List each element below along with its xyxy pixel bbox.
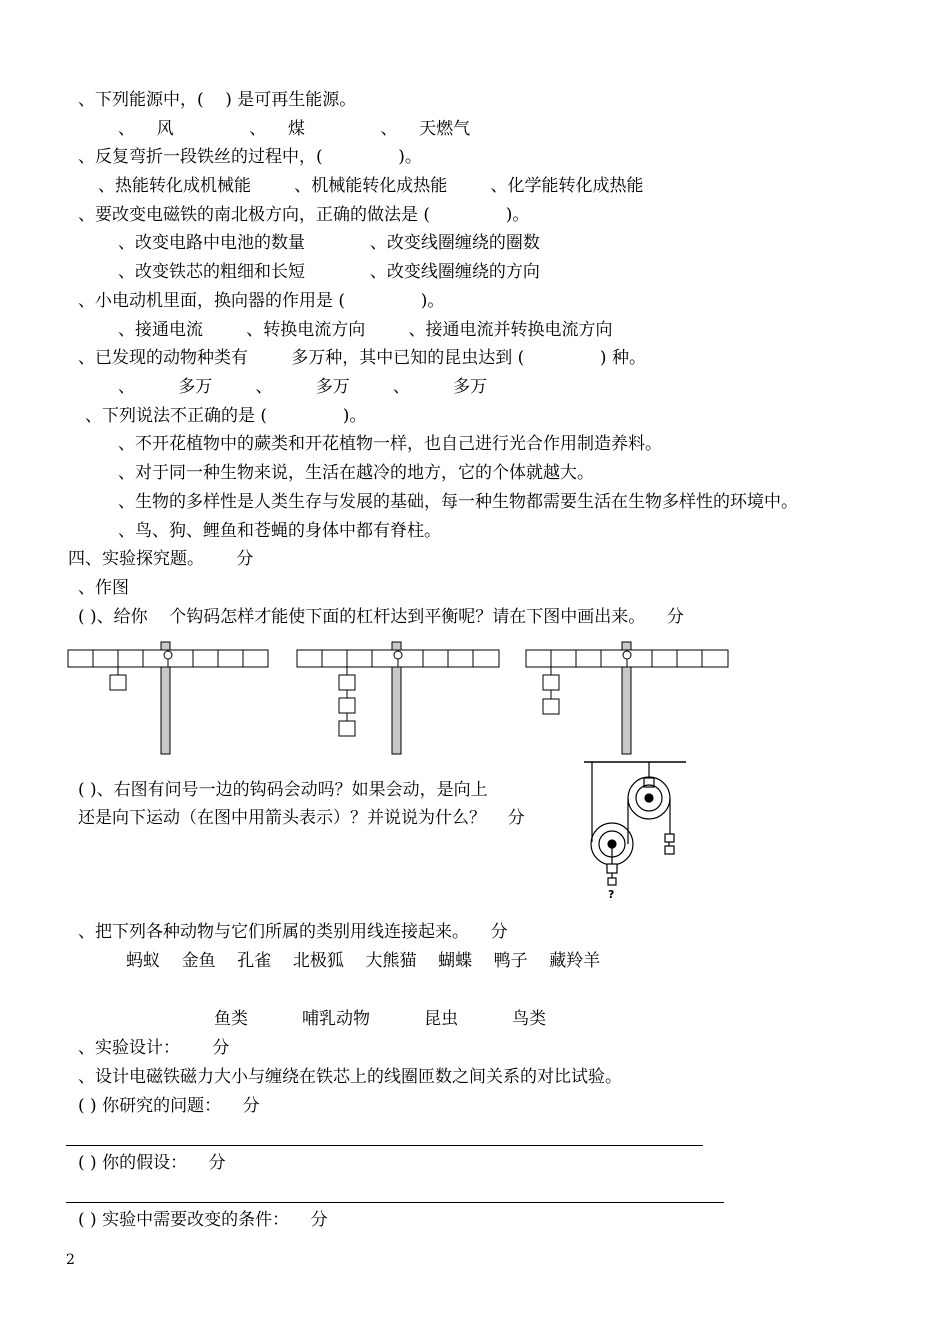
q6-stem: 、下列说法不正确的是 ( )。 [85,406,367,426]
lever-diagrams [66,638,746,758]
research-question-label: ( ) 你研究的问题： 分 [78,1096,260,1116]
pulley-question-line1: ( )、右图有问号一边的钩码会动吗？如果会动，是向上 [78,780,488,800]
q3-options-b: 、改变铁芯的粗细和长短 、改变线圈缠绕的方向 [118,262,540,282]
pulley-diagram [584,760,694,905]
lever-2 [297,642,499,754]
q6-option-b: 、对于同一种生物来说，生活在越冷的地方，它的个体就越大。 [118,463,594,483]
hypothesis-label: ( ) 你的假设： 分 [78,1153,226,1173]
experiment-design-heading: 、实验设计： 分 [78,1038,230,1058]
q6-option-c: 、生物的多样性是人类生存与发展的基础，每一种生物都需要生活在生物多样性的环境中。 [118,492,798,512]
matching-question: 、把下列各种动物与它们所属的类别用线连接起来。 分 [78,922,508,942]
experiment-design-task: 、设计电磁铁磁力大小与缠绕在铁芯上的线圈匝数之间关系的对比试验。 [78,1067,622,1087]
answer-line-1[interactable] [66,1145,703,1146]
q5-stem: 、已发现的动物种类有 多万种，其中已知的昆虫达到 ( ) 种。 [78,348,646,368]
page-number: 2 [66,1252,75,1268]
q6-option-a: 、不开花植物中的蕨类和开花植物一样，也自己进行光合作用制造养料。 [118,434,662,454]
q1-options: 、 风 、 煤 、 天燃气 [118,119,471,139]
lever-1 [68,642,268,754]
pulley-question-mark: ? [608,888,615,901]
q1-stem: 、下列能源中，( ) 是可再生能源。 [78,90,357,110]
drawing-heading: 、作图 [78,578,129,598]
q2-stem: 、反复弯折一段铁丝的过程中，( )。 [78,147,422,167]
q4-stem: 、小电动机里面，换向器的作用是 ( )。 [78,291,445,311]
variable-conditions-label: ( ) 实验中需要改变的条件： 分 [78,1210,328,1230]
pulley-question-line2: 还是向下运动（在图中用箭头表示）？并说说为什么？ 分 [78,808,525,828]
q3-stem: 、要改变电磁铁的南北极方向，正确的做法是 ( )。 [78,205,530,225]
animal-list: 蚂蚁 金鱼 孔雀 北极狐 大熊猫 蝴蝶 鸭子 藏羚羊 [126,951,601,971]
lever-question: ( )、给你 个钩码怎样才能使下面的杠杆达到平衡呢？请在下图中画出来。 分 [78,607,684,627]
q2-options: 、热能转化成机械能 、机械能转化成热能 、化学能转化成热能 [98,176,644,196]
answer-line-2[interactable] [66,1202,724,1203]
q4-options: 、接通电流 、转换电流方向 、接通电流并转换电流方向 [118,320,613,340]
section-four-title: 四、实验探究题。 分 [68,549,254,569]
category-list: 鱼类 哺乳动物 昆虫 鸟类 [214,1009,547,1029]
q6-option-d: 、鸟、狗、鲤鱼和苍蝇的身体中都有脊柱。 [118,521,441,541]
q3-options-a: 、改变电路中电池的数量 、改变线圈缠绕的圈数 [118,233,540,253]
lever-3 [526,642,728,754]
q5-options: 、 多万 、 多万 、 多万 [118,377,488,397]
